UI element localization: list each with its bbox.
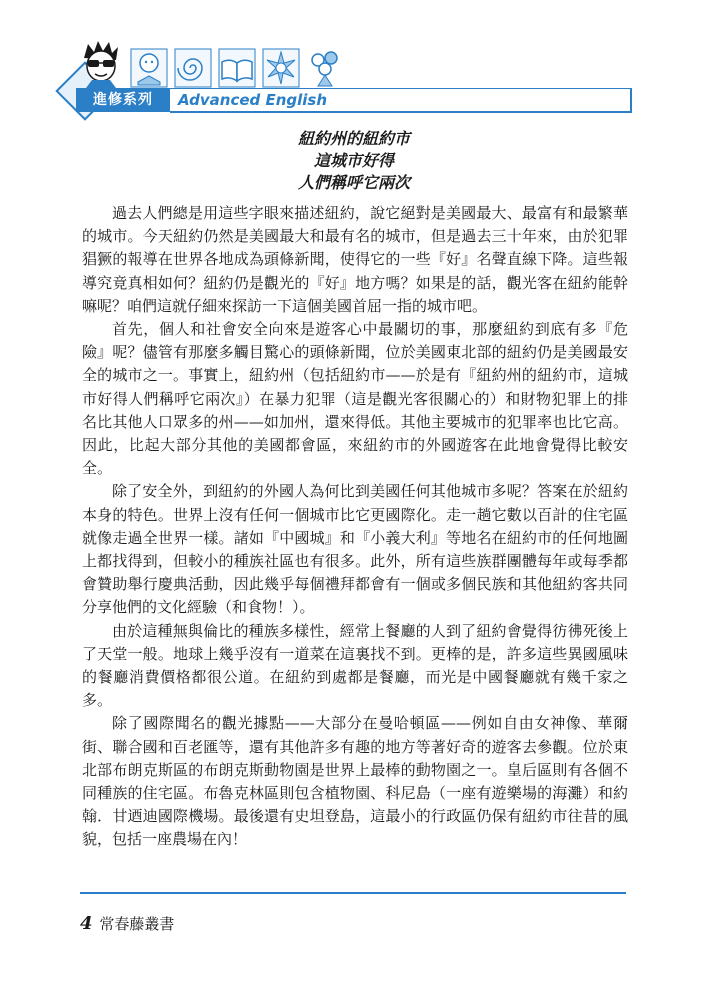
article-paragraph: 除了國際聞名的觀光據點——大部分在曼哈頓區——例如自由女神像、華爾街、聯合國和百老匯等，還有其他許多有趣的地方等著好奇的遊客去參觀。位於東北部布朗克斯區的布朗克斯動物園是世界上最棒的動物園之一。皇后區則有各個不同種族的住宅區。布魯克林區則包含植物園、科尼島（一座有遊樂場的海灘）和約翰．甘迺迪國際機場。最後還有史坦登島，這最小的行政區仍保有紐約市往昔的風貌，包括一座農場在內！ xyxy=(82,714,628,849)
child-reading-icon xyxy=(130,48,168,88)
series-label: 進修系列 xyxy=(76,88,170,112)
page-number: 4 xyxy=(80,913,93,934)
article-title-line: 人們稱呼它兩次 xyxy=(297,173,410,192)
student-sunglasses-icon xyxy=(78,38,124,88)
page-footer xyxy=(80,914,174,934)
header-rule xyxy=(170,111,632,113)
header-edge-rule xyxy=(630,88,632,112)
flower-bouquet-icon xyxy=(306,48,344,88)
globe-sparkle-icon xyxy=(262,48,300,88)
publisher-name: 常春藤叢書 xyxy=(99,915,175,933)
article-title-line: 紐約州的紐約市 xyxy=(297,129,410,148)
article-paragraph: 由於這種無與倫比的種族多樣性，經常上餐廳的人到了紐約會覺得彷彿死後上了天堂一般。地球上幾乎沒有一道菜在這裏找不到。更棒的是，許多這些異國風味的餐廳消費價格都很公道。在紐約到處都是餐廳，而光是中國餐廳就有幾千家之多。 xyxy=(82,621,628,710)
header-icon-strip xyxy=(78,38,344,88)
article-paragraph: 過去人們總是用這些字眼來描述紐約，說它絕對是美國最大、最富有和最繁華的城市。今天紐約仍然是美國最大和最有名的城市，但是過去三十年來，由於犯罪猖獗的報導在世界各地成為頭條新聞，使得它的一些『好』名聲直線下降。這些報導究竟真相如何？紐約仍是觀光的『好』地方嗎？如果是的話，觀光客在紐約能幹嘛呢？咱們這就仔細來探訪一下這個美國首屈一指的城市吧。 xyxy=(82,204,628,315)
article-title-block xyxy=(82,128,626,194)
article-paragraph: 首先，個人和社會安全向來是遊客心中最關切的事，那麼紐約到底有多『危險』呢？儘管有那麼多觸目驚心的頭條新聞，位於美國東北部的紐約仍是美國最安全的城市之一。事實上，紐約州（包括紐約市——於是有『紐約州的紐約市，這城市好得人們稱呼它兩次』）在暴力犯罪（這是觀光客很關心的）和財物犯罪上的排名比其他人口眾多的州——如加州，還來得低。其他主要城市的犯罪率也比它高。因此，比起大部分其他的美國都會區，來紐約市的外國遊客在此地會覺得比較安全。 xyxy=(82,320,628,478)
series-header xyxy=(76,88,632,112)
open-book-icon xyxy=(218,48,256,88)
article-title-line: 這城市好得 xyxy=(313,151,394,170)
header-top-rule xyxy=(170,88,632,89)
article-body xyxy=(82,202,628,852)
spiral-art-icon xyxy=(174,48,212,88)
article-paragraph: 除了安全外，到紐約的外國人為何比到美國任何其他城市多呢？答案在於紐約本身的特色。世界上沒有任何一個城市比它更國際化。走一趟它數以百計的住宅區就像走過全世界一樣。諸如『中國城』和『小義大利』等地名在紐約市的任何地圖上都找得到，但較小的種族社區也有很多。此外，所有這些族群團體每年或每季都會贊助舉行慶典活動，因此幾乎每個禮拜都會有一個或多個民族和其他紐約客共同分享他們的文化經驗（和食物！）。 xyxy=(82,482,628,617)
footer-rule xyxy=(80,892,626,894)
series-english-label: Advanced English xyxy=(178,91,328,109)
